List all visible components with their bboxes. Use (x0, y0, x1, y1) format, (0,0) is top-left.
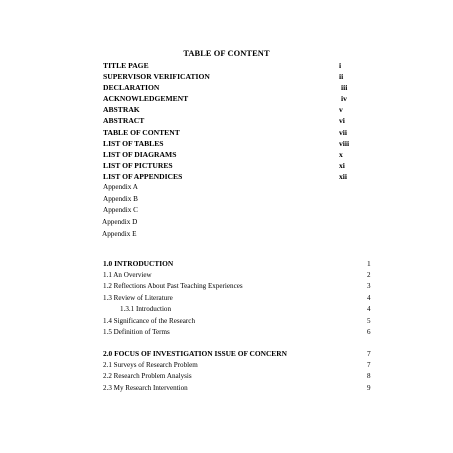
toc-entry (103, 327, 373, 338)
heading-label: 2.0 FOCUS OF INVESTIGATION ISSUE OF CONCERN (103, 349, 287, 358)
entry-page: 2 (367, 271, 371, 279)
toc-entry (103, 270, 373, 281)
appendix-entry: Appendix E (102, 229, 137, 238)
toc-entry (103, 316, 373, 327)
entry-page: 4 (367, 293, 371, 302)
entry-page: 3 (367, 282, 371, 291)
entry-page: v (339, 105, 343, 115)
entry-label: ABSTRACT (103, 116, 145, 126)
entry-label: 1.3.1 Introduction (120, 305, 172, 314)
toc-entry (103, 60, 363, 71)
heading-page: 7 (367, 349, 371, 358)
entry-page: iv (341, 94, 347, 104)
entry-label: 1.3 Review of Literature (103, 293, 173, 302)
toc-entry (103, 149, 363, 160)
heading-page: 1 (367, 259, 371, 268)
entry-label: 2.2 Research Problem Analysis (103, 372, 192, 381)
entry-page: 4 (367, 305, 371, 314)
entry-label: LIST OF TABLES (103, 138, 164, 148)
entry-page: 6 (367, 327, 371, 336)
toc-entry (103, 281, 373, 292)
entry-page: x (339, 149, 343, 159)
entry-page: xi (339, 160, 345, 170)
entry-label: ACKNOWLEDGEMENT (103, 94, 189, 104)
entry-page: vi (339, 116, 345, 126)
appendix-entry: Appendix D (102, 218, 138, 227)
entry-label: 1.1 An Overview (103, 271, 152, 279)
entry-label: 1.2 Reflections About Past Teaching Experiences (103, 282, 243, 291)
page-title: TABLE OF CONTENT (183, 49, 270, 58)
toc-entry (103, 383, 373, 394)
heading-label: 1.0 INTRODUCTION (103, 259, 174, 268)
entry-page: 9 (367, 383, 371, 392)
chapter-2-section (103, 348, 373, 394)
entry-label: 2.3 My Research Intervention (103, 383, 188, 392)
appendix-list (102, 182, 138, 240)
entry-label: LIST OF APPENDICES (103, 171, 183, 181)
toc-subentry (103, 304, 373, 315)
entry-label: TABLE OF CONTENT (103, 127, 180, 137)
toc-entry (103, 371, 373, 382)
toc-entry (103, 171, 363, 182)
toc-entry (103, 71, 363, 82)
entry-label: LIST OF DIAGRAMS (103, 149, 177, 159)
entry-label: ABSTRAK (103, 105, 140, 115)
chapter-1-section (103, 258, 373, 338)
appendix-entry: Appendix C (103, 206, 138, 215)
appendix-entry: Appendix B (103, 194, 138, 203)
entry-page: xii (339, 171, 348, 181)
entry-label: LIST OF PICTURES (103, 160, 173, 170)
toc-entry (103, 360, 373, 371)
entry-page: 5 (367, 316, 371, 325)
entry-label: DECLARATION (103, 83, 160, 93)
toc-entry (103, 115, 363, 126)
entry-page: iii (341, 83, 348, 93)
entry-page: viii (339, 138, 350, 148)
front-matter-list (103, 60, 363, 182)
entry-label: SUPERVISOR VERIFICATION (103, 72, 210, 82)
toc-entry (103, 138, 363, 149)
entry-page: ii (339, 72, 344, 82)
appendix-entry: Appendix A (103, 183, 138, 191)
toc-entry (103, 104, 363, 115)
toc-entry (103, 127, 363, 138)
entry-page: i (339, 61, 342, 70)
entry-page: 7 (367, 361, 371, 369)
entry-label: 1.4 Significance of the Research (103, 316, 195, 325)
toc-entry (103, 160, 363, 171)
toc-entry (103, 93, 363, 104)
entry-label: 2.1 Surveys of Research Problem (103, 361, 198, 369)
entry-label: 1.5 Definition of Terms (103, 327, 170, 336)
toc-entry (103, 293, 373, 304)
entry-page: 8 (367, 372, 371, 381)
entry-page: vii (339, 127, 348, 137)
entry-label: TITLE PAGE (103, 61, 149, 70)
chapter-heading (103, 258, 373, 270)
chapter-heading (103, 348, 373, 360)
toc-entry (103, 82, 363, 93)
